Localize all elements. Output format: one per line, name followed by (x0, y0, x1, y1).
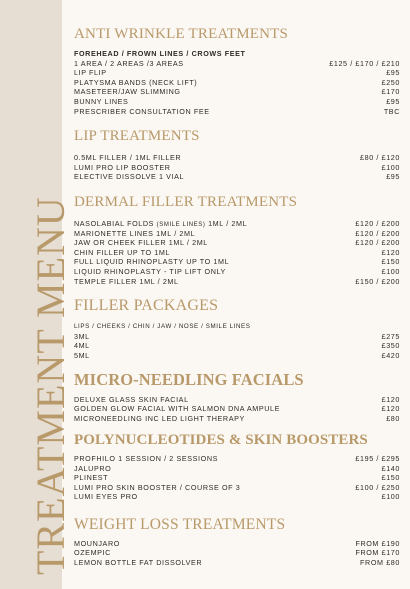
section-micro-needling (74, 372, 400, 423)
item-price: £100 (381, 162, 400, 172)
item-price: £80 (386, 413, 400, 423)
list-item (74, 219, 400, 229)
item-price: £170 (381, 87, 400, 97)
section-filler-packages (74, 298, 400, 360)
section-title: ANTI WRINKLE TREATMENTS (74, 26, 289, 42)
section-anti-wrinkle (74, 27, 400, 116)
sidebar-title: TREATMENT MENU (28, 196, 73, 575)
list-item (74, 539, 400, 549)
item-name: LUMI PRO SKIN BOOSTER / COURSE OF 3 (74, 482, 241, 492)
section-title: FILLER PACKAGES (74, 297, 219, 314)
item-name: CHIN FILLER UP TO 1ML (74, 247, 171, 257)
item-price: £150 (381, 257, 400, 267)
list-item (74, 548, 400, 558)
section-dermal-filler (74, 195, 400, 286)
section-weight-loss (74, 517, 400, 567)
item-price: FROM £170 (355, 548, 400, 558)
item-name: 0.5ML FILLER / 1ML FILLER (74, 153, 182, 162)
item-name: 1 AREA / 2 AREAS /3 AREAS (74, 58, 184, 68)
item-price: £420 (381, 350, 400, 360)
list-item (74, 473, 400, 483)
list-item (74, 404, 400, 414)
item-name: 5ML (74, 350, 90, 360)
item-price: £250 (381, 77, 400, 87)
item-name: BUNNY LINES (74, 96, 129, 106)
item-name: FULL LIQUID RHINOPLASTY UP TO 1ML (74, 257, 230, 267)
item-price: TBC (383, 106, 400, 116)
list-item (74, 454, 400, 464)
list-item (74, 351, 400, 361)
item-price: £275 (381, 331, 400, 341)
sidebar-panel (0, 0, 73, 589)
item-price: £95 (386, 96, 400, 106)
list-item (74, 267, 400, 277)
item-name: LIP FLIP (74, 68, 107, 78)
list-item (74, 172, 400, 182)
item-name: PRESCRIBER CONSULTATION FEE (74, 106, 210, 116)
item-name: LUMI PRO LIP BOOSTER (74, 162, 171, 172)
section-skin-boosters (74, 433, 400, 502)
item-price: £140 (381, 463, 400, 473)
list-item (74, 257, 400, 267)
list-item (74, 153, 400, 163)
section-title: POLYNUCLEOTIDES & SKIN BOOSTERS (74, 432, 368, 448)
item-price: £120 (381, 247, 400, 257)
item-name: PROFHILO 1 SESSION / 2 SESSIONS (74, 454, 219, 463)
item-price: £80 / £120 (360, 153, 400, 162)
item-name: 3ML (74, 331, 90, 341)
list-item (74, 277, 400, 287)
item-price: FROM £190 (355, 538, 400, 548)
item-name: ELECTIVE DISSOLVE 1 VIAL (74, 172, 185, 182)
item-note: (SMILE LINES) (156, 222, 206, 228)
list-item (74, 78, 400, 88)
item-price: £95 (386, 172, 400, 182)
item-name: MASETEER/JAW SLIMMING (74, 87, 181, 97)
item-name: OZEMPIC (74, 548, 111, 558)
item-name: JALUPRO (74, 463, 112, 473)
list-item (74, 97, 400, 107)
item-price: £120 / £200 (355, 228, 400, 238)
item-name-suffix: 1ML / 2ML (208, 219, 248, 228)
item-price: £150 (381, 473, 400, 483)
list-item (74, 558, 400, 568)
item-price: £125 / £170 / £210 (329, 58, 400, 68)
list-item (74, 163, 400, 173)
item-price: £100 (381, 492, 400, 502)
item-name: TEMPLE FILLER 1ML / 2ML (74, 276, 179, 286)
item-name: LUMI EYES PRO (74, 492, 138, 502)
list-item (74, 238, 400, 248)
list-item (74, 332, 400, 342)
item-name: JAW OR CHEEK FILLER 1ML / 2ML (74, 238, 208, 248)
list-item (74, 107, 400, 117)
item-price: £120 / £200 (355, 238, 400, 248)
item-name: MARIONETTE LINES 1ML / 2ML (74, 228, 196, 238)
list-item (74, 483, 400, 493)
list-item (74, 492, 400, 502)
list-item (74, 464, 400, 474)
list-item (74, 341, 400, 351)
item-name: MICRONEEDLING INC LED LIGHT THERAPY (74, 413, 245, 423)
item-price: £150 / £200 (355, 276, 400, 286)
item-price: £195 / £295 (355, 454, 400, 463)
item-price: £120 (381, 394, 400, 404)
item-price: £100 (381, 266, 400, 276)
list-item (74, 322, 400, 332)
item-price: FROM £80 (360, 557, 400, 567)
item-price: £100 / £250 (355, 482, 400, 492)
section-title: MICRO-NEEDLING FACIALS (74, 370, 304, 389)
item-name: LIPS / CHEEKS / CHIN / JAW / NOSE / SMILE LINES (74, 323, 251, 330)
list-item (74, 87, 400, 97)
list-item (74, 49, 400, 59)
item-name: PLATYSMA BANDS (NECK LIFT) (74, 77, 198, 87)
item-price: £120 / £200 (355, 219, 400, 228)
list-item (74, 59, 400, 69)
item-name: LIQUID RHINOPLASTY - TIP LIFT ONLY (74, 266, 226, 276)
item-name: NASOLABIAL FOLDS (74, 219, 155, 228)
section-title: DERMAL FILLER TREATMENTS (74, 194, 298, 210)
item-price: £350 (381, 341, 400, 351)
section-title: LIP TREATMENTS (74, 128, 200, 144)
item-price: £95 (386, 68, 400, 78)
item-name: DELUXE GLASS SKIN FACIAL (74, 394, 189, 404)
item-price: £120 (381, 404, 400, 414)
item-name: 4ML (74, 341, 90, 351)
item-name: FOREHEAD / FROWN LINES / CROWS FEET (74, 49, 246, 58)
list-item (74, 68, 400, 78)
list-item (74, 248, 400, 258)
section-lip (74, 129, 400, 182)
list-item (74, 395, 400, 405)
item-name: GOLDEN GLOW FACIAL WITH SALMON DNA AMPULE (74, 404, 281, 414)
item-name: PLINEST (74, 473, 109, 483)
item-name: LEMON BOTTLE FAT DISSOLVER (74, 557, 203, 567)
list-item (74, 414, 400, 424)
section-title: WEIGHT LOSS TREATMENTS (74, 516, 286, 533)
item-name: MOUNJARO (74, 538, 120, 548)
